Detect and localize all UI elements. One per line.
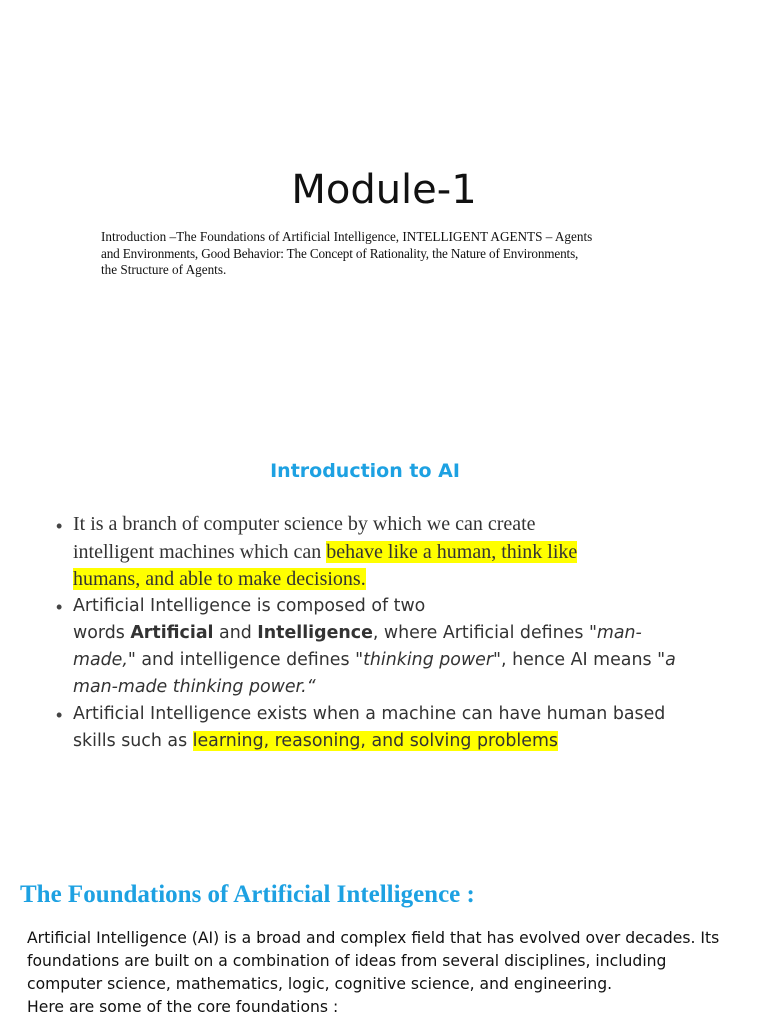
text-run: , hence AI means [501,650,658,670]
bullet3-line: Artificial Intelligence exists when a machine can have human based [73,704,666,724]
intro-paragraph [101,229,671,279]
bullet1-line [73,566,366,593]
foundations-heading: The Foundations of Artificial Intelligence : [20,881,475,908]
bullet2-line: Artificial Intelligence is composed of two [73,596,426,616]
text-run: and intelligence defines [135,650,356,670]
highlighted-text: humans, and able to make decisions. [73,568,366,590]
bullet1-line [73,539,577,566]
bullet3-line [73,728,558,755]
bullet-dot: • [56,516,63,536]
paragraph-line: Artificial Intelligence (AI) is a broad and complex field that has evolved over decades. Its [27,929,720,947]
bullet2-line [73,674,316,701]
intro-line: the Structure of Agents. [101,262,227,277]
bullet2-line [73,620,642,647]
paragraph-line: computer science, mathematics, logic, cognitive science, and engineering. [27,975,613,993]
bullet1-line: It is a branch of computer science by which we can create [73,513,536,535]
bullet-dot: • [56,705,63,725]
text-run: words [73,623,131,643]
highlighted-text: behave like a human, think like [326,541,578,563]
intro-line: and Environments, Good Behavior: The Concept of Rationality, the Nature of Environments, [101,245,579,261]
bold-term: Artificial [130,623,214,643]
italic-text: "thinking power" [355,650,502,670]
bullet-dot: • [56,597,63,617]
text-run: skills such as [73,731,193,751]
italic-text: "man- [588,623,642,643]
text-run: intelligent machines which can [73,541,327,563]
paragraph-line: foundations are built on a combination of ideas from several disciplines, including [27,952,667,970]
bold-term: Intelligence [257,623,373,643]
highlighted-text: learning, reasoning, and solving problems [192,731,558,751]
paragraph-line: Here are some of the core foundations : [27,998,339,1016]
text-run: , where Artificial defines [372,623,589,643]
intro-line: Introduction –The Foundations of Artificial Intelligence, INTELLIGENT AGENTS – Agents [101,229,593,244]
italic-text: "a [657,650,676,670]
italic-text: made," [73,650,136,670]
text-run: and [213,623,258,643]
page-title: Module-1 [291,167,477,213]
section-heading: Introduction to AI [270,460,460,482]
bullet2-line [73,647,676,674]
italic-text: man-made thinking power.“ [73,677,316,697]
